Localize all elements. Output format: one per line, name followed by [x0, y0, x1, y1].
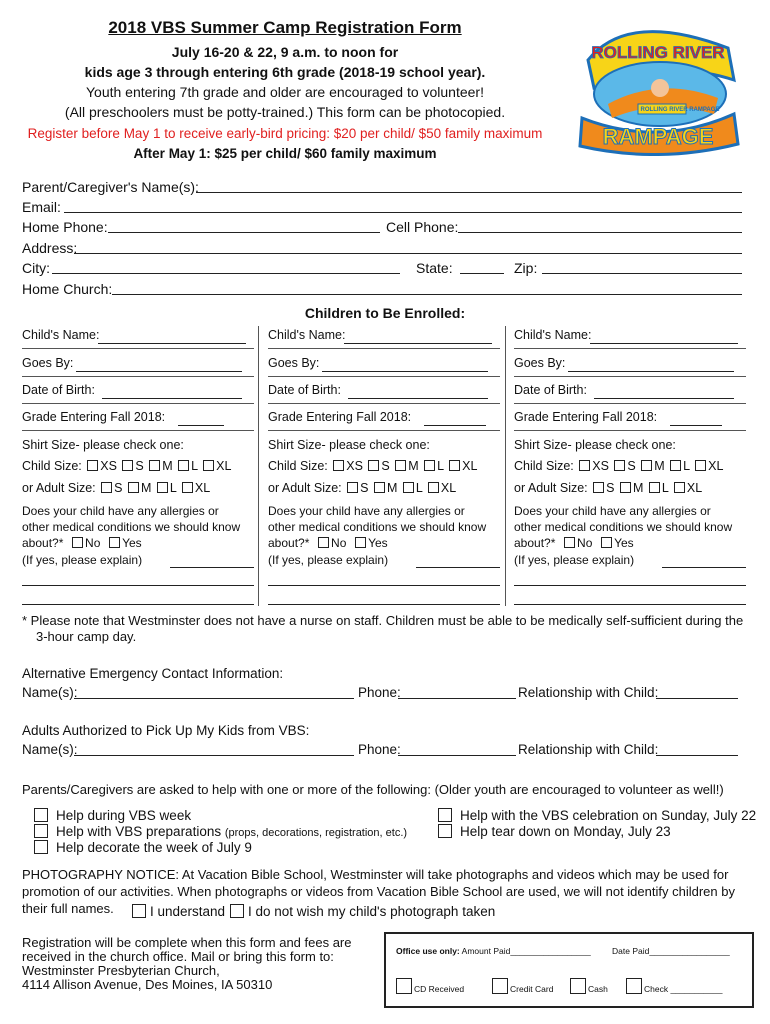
registration-line3: Westminster Presbyterian Church,	[22, 963, 220, 978]
size-checkbox[interactable]	[641, 460, 652, 471]
rolling-river-rampage-logo	[568, 18, 746, 156]
pickup-name-label: Name(s):	[22, 742, 78, 757]
child-name-label: Child's Name:	[268, 328, 346, 342]
checkbox[interactable]	[626, 978, 642, 994]
size-checkbox[interactable]	[670, 460, 681, 471]
dob-label: Date of Birth:	[22, 383, 95, 397]
child-name-field[interactable]	[98, 343, 246, 344]
explain-label: (If yes, please explain)	[514, 553, 635, 567]
office-use-label: Office use only: Amount Paid_________________	[396, 946, 591, 956]
size-checkbox[interactable]	[614, 460, 625, 471]
size-checkbox[interactable]	[333, 460, 344, 471]
parent-name-label: Parent/Caregiver's Name(s):	[22, 179, 199, 195]
city-field[interactable]	[52, 273, 400, 274]
home-phone-label: Home Phone:	[22, 219, 108, 235]
allergy-answer-row: about?* No Yes	[268, 536, 388, 550]
dob-field[interactable]	[102, 398, 242, 399]
size-checkbox[interactable]	[620, 482, 631, 493]
yes-checkbox[interactable]	[601, 537, 612, 548]
home-church-field[interactable]	[112, 294, 742, 295]
goes-by-field[interactable]	[322, 371, 488, 372]
row-separator	[514, 403, 746, 404]
goes-by-label: Goes By:	[22, 356, 74, 370]
photo-optout-option[interactable]: I do not wish my child's photograph taken	[230, 903, 495, 920]
size-checkbox[interactable]	[403, 482, 414, 493]
city-label: City:	[22, 260, 50, 276]
adult-size-row: or Adult Size: S M L XL	[22, 481, 211, 495]
photo-notice-line2: promotion of our activities. When photographs or videos from Vacation Bible School are used, we will not identify children by	[22, 884, 735, 899]
no-checkbox[interactable]	[564, 537, 575, 548]
row-separator	[268, 430, 500, 431]
explain-field[interactable]	[514, 604, 746, 605]
child-size-row: Child Size: XS S M L XL	[22, 459, 232, 473]
allergy-question: Does your child have any allergies or	[514, 504, 711, 518]
pickup-relationship-field[interactable]	[656, 755, 738, 756]
shirt-size-label: Shirt Size- please check one:	[514, 438, 676, 452]
photo-understand-option[interactable]: I understand	[132, 903, 225, 920]
checkbox[interactable]	[492, 978, 508, 994]
row-separator	[514, 376, 746, 377]
size-checkbox[interactable]	[428, 482, 439, 493]
logo-text-bottom: RAMPAGE	[602, 124, 714, 149]
parent-name-field[interactable]	[196, 192, 742, 193]
email-label: Email:	[22, 199, 61, 215]
size-checkbox[interactable]	[101, 482, 112, 493]
size-checkbox[interactable]	[157, 482, 168, 493]
row-separator	[22, 376, 254, 377]
address-label: Address:	[22, 240, 78, 256]
emergency-relationship-field[interactable]	[656, 698, 738, 699]
child-name-label: Child's Name:	[514, 328, 592, 342]
emergency-relationship-label: Relationship with Child:	[518, 685, 659, 700]
checkbox[interactable]	[438, 824, 452, 838]
early-bird-pricing: Register before May 1 to receive early-bird pricing: $20 per child/ $50 family maximum	[27, 126, 543, 141]
preschool-line: (All preschoolers must be potty-trained.) This form can be photocopied.	[64, 104, 506, 120]
row-separator	[268, 348, 500, 349]
grade-label: Grade Entering Fall 2018:	[22, 410, 166, 424]
size-checkbox[interactable]	[178, 460, 189, 471]
pickup-relationship-label: Relationship with Child:	[518, 742, 659, 757]
date-paid-label: Date Paid_________________	[612, 946, 730, 956]
shirt-size-label: Shirt Size- please check one:	[22, 438, 184, 452]
state-field[interactable]	[460, 273, 504, 274]
help-intro: Parents/Caregivers are asked to help with one or more of the following: (Older youth are encouraged to volunteer as well!)	[22, 782, 724, 797]
checkbox[interactable]	[396, 978, 412, 994]
goes-by-field[interactable]	[76, 371, 242, 372]
size-checkbox[interactable]	[579, 460, 590, 471]
row-separator	[514, 348, 746, 349]
explain-field[interactable]	[416, 567, 500, 568]
nurse-note-continued: 3-hour camp day.	[36, 629, 137, 644]
row-separator	[514, 430, 746, 431]
emergency-heading: Alternative Emergency Contact Information:	[22, 666, 284, 681]
size-checkbox[interactable]	[203, 460, 214, 471]
email-field[interactable]	[64, 212, 742, 213]
allergy-question: other medical conditions we should know	[22, 520, 241, 534]
yes-checkbox[interactable]	[355, 537, 366, 548]
explain-field[interactable]	[22, 585, 254, 586]
checkbox[interactable]	[230, 904, 244, 918]
grade-label: Grade Entering Fall 2018:	[514, 410, 658, 424]
explain-field[interactable]	[268, 585, 500, 586]
allergy-answer-row: about?* No Yes	[22, 536, 142, 550]
logo-banner: ROLLING RIVER RAMPAGE	[640, 107, 720, 113]
pickup-phone-field[interactable]	[398, 755, 516, 756]
state-label: State:	[416, 260, 453, 276]
goes-by-field[interactable]	[568, 371, 734, 372]
explain-field[interactable]	[662, 567, 746, 568]
yes-checkbox[interactable]	[109, 537, 120, 548]
explain-field[interactable]	[514, 585, 746, 586]
help-option-3[interactable]: Help decorate the week of July 9	[34, 839, 252, 856]
home-phone-field[interactable]	[108, 232, 380, 233]
row-separator	[22, 430, 254, 431]
size-checkbox[interactable]	[368, 460, 379, 471]
column-divider	[258, 326, 259, 606]
zip-field[interactable]	[542, 273, 742, 274]
ages-line: kids age 3 through entering 6th grade (2018-19 school year).	[84, 64, 486, 80]
goes-by-label: Goes By:	[514, 356, 566, 370]
child-name-field[interactable]	[590, 343, 738, 344]
size-checkbox[interactable]	[128, 482, 139, 493]
size-checkbox[interactable]	[593, 482, 604, 493]
allergy-question: other medical conditions we should know	[514, 520, 733, 534]
checkbox[interactable]	[34, 808, 48, 822]
grade-field[interactable]	[424, 425, 486, 426]
child-size-row: Child Size: XS S M L XL	[514, 459, 724, 473]
help-option-2[interactable]: Help with VBS preparations (props, decorations, registration, etc.)	[34, 823, 407, 842]
dob-field[interactable]	[348, 398, 488, 399]
row-separator	[268, 403, 500, 404]
checkbox[interactable]	[34, 824, 48, 838]
size-checkbox[interactable]	[695, 460, 706, 471]
dob-field[interactable]	[594, 398, 734, 399]
size-checkbox[interactable]	[374, 482, 385, 493]
allergy-question: other medical conditions we should know	[268, 520, 487, 534]
explain-field[interactable]	[22, 604, 254, 605]
photo-notice-line3: their full names.	[22, 901, 114, 916]
pickup-phone-label: Phone:	[358, 742, 401, 757]
checkbox[interactable]	[570, 978, 586, 994]
registration-line1: Registration will be complete when this form and fees are	[22, 935, 352, 950]
row-separator	[268, 376, 500, 377]
dates-line: July 16-20 & 22, 9 a.m. to noon for	[171, 44, 399, 60]
size-checkbox[interactable]	[87, 460, 98, 471]
nurse-note: * Please note that Westminster does not have a nurse on staff. Children must be able to be medically self-sufficient during the	[22, 613, 744, 628]
emergency-phone-field[interactable]	[398, 698, 516, 699]
pickup-name-field[interactable]	[74, 755, 354, 756]
logo-text-top: ROLLING RIVER	[591, 43, 725, 62]
checkbox[interactable]	[34, 840, 48, 854]
form-title: 2018 VBS Summer Camp Registration Form	[108, 18, 462, 37]
checkbox[interactable]	[132, 904, 146, 918]
size-checkbox[interactable]	[424, 460, 435, 471]
size-checkbox[interactable]	[395, 460, 406, 471]
emergency-phone-label: Phone:	[358, 685, 401, 700]
explain-label: (If yes, please explain)	[268, 553, 389, 567]
registration-line4: 4114 Allison Avenue, Des Moines, IA 50310	[22, 977, 273, 992]
size-checkbox[interactable]	[149, 460, 160, 471]
zip-label: Zip:	[514, 260, 538, 276]
cd-received-option[interactable]: CD Received	[396, 978, 464, 994]
allergy-question: Does your child have any allergies or	[268, 504, 465, 518]
size-checkbox[interactable]	[674, 482, 685, 493]
explain-field[interactable]	[170, 567, 254, 568]
after-pricing: After May 1: $25 per child/ $60 family maximum	[133, 146, 437, 161]
youth-line: Youth entering 7th grade and older are encouraged to volunteer!	[85, 84, 484, 100]
checkbox[interactable]	[438, 808, 452, 822]
emergency-name-field[interactable]	[74, 698, 354, 699]
help-option-5[interactable]: Help tear down on Monday, July 23	[438, 823, 671, 840]
allergy-question: Does your child have any allergies or	[22, 504, 219, 518]
size-checkbox[interactable]	[449, 460, 460, 471]
dob-label: Date of Birth:	[514, 383, 587, 397]
cell-phone-label: Cell Phone:	[386, 219, 459, 235]
no-checkbox[interactable]	[318, 537, 329, 548]
column-divider	[505, 326, 506, 606]
child-size-row: Child Size: XS S M L XL	[268, 459, 478, 473]
row-separator	[22, 403, 254, 404]
cash-option[interactable]: Cash	[570, 978, 608, 994]
home-church-label: Home Church:	[22, 281, 113, 297]
address-field[interactable]	[74, 253, 742, 254]
adult-size-row: or Adult Size: S M L XL	[268, 481, 457, 495]
grade-field[interactable]	[178, 425, 224, 426]
children-section-title: Children to Be Enrolled:	[304, 305, 466, 321]
size-checkbox[interactable]	[122, 460, 133, 471]
size-checkbox[interactable]	[182, 482, 193, 493]
pickup-heading: Adults Authorized to Pick Up My Kids from VBS:	[22, 723, 310, 738]
size-checkbox[interactable]	[347, 482, 358, 493]
help-option-1[interactable]: Help during VBS week	[34, 807, 191, 824]
allergy-answer-row: about?* No Yes	[514, 536, 634, 550]
adult-size-row: or Adult Size: S M L XL	[514, 481, 703, 495]
child-name-label: Child's Name:	[22, 328, 100, 342]
credit-card-option[interactable]: Credit Card	[492, 978, 553, 994]
emergency-name-label: Name(s):	[22, 685, 78, 700]
grade-label: Grade Entering Fall 2018:	[268, 410, 412, 424]
explain-label: (If yes, please explain)	[22, 553, 143, 567]
office-use-box	[384, 932, 754, 1008]
row-separator	[22, 348, 254, 349]
size-checkbox[interactable]	[649, 482, 660, 493]
dob-label: Date of Birth:	[268, 383, 341, 397]
registration-line2: received in the church office. Mail or bring this form to:	[22, 949, 334, 964]
shirt-size-label: Shirt Size- please check one:	[268, 438, 430, 452]
explain-field[interactable]	[268, 604, 500, 605]
help-option-4[interactable]: Help with the VBS celebration on Sunday, July 22	[438, 807, 756, 824]
cell-phone-field[interactable]	[458, 232, 742, 233]
child-name-field[interactable]	[344, 343, 492, 344]
grade-field[interactable]	[670, 425, 722, 426]
photo-notice-line1: PHOTOGRAPHY NOTICE: At Vacation Bible School, Westminster will take photographs and videos which may be used for	[22, 867, 729, 882]
check-option[interactable]: Check ___________	[626, 978, 722, 994]
no-checkbox[interactable]	[72, 537, 83, 548]
goes-by-label: Goes By:	[268, 356, 320, 370]
